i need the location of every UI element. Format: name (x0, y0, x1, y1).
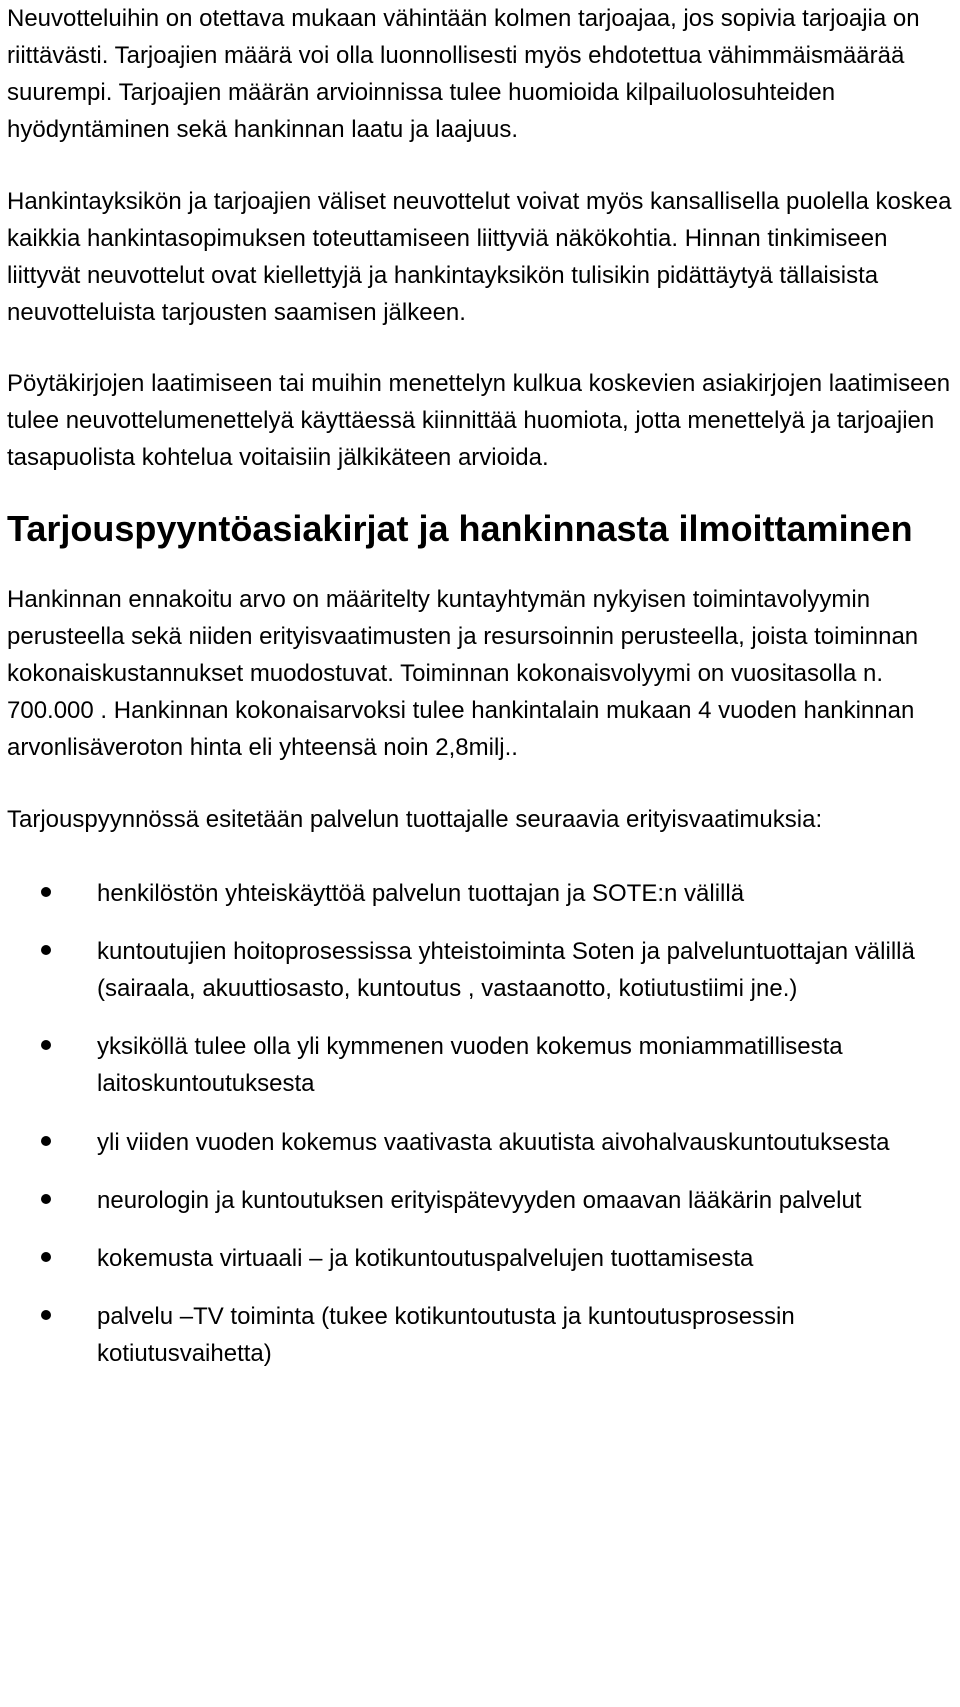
bullet-icon (41, 1136, 51, 1146)
list-item-text: yksiköllä tulee olla yli kymmenen vuoden kokemus moniammatillisesta laitoskuntoutuksesta (97, 1033, 843, 1097)
paragraph-estimated-value: Hankinnan ennakoitu arvo on määritelty kuntayhtymän nykyisen toimintavolyymin perusteella sekä niiden erityisvaatimusten ja resursoinnin perusteella, joista toiminnan kokonaiskustannukset muodostuvat. Toiminnan kokonaisvolyymi on vuositasolla n. 700.000 . Hankinnan kokonaisarvoksi tulee hankintalain mukaan 4 vuoden hankinnan arvonlisäveroton hinta eli yhteensä noin 2,8milj.. (7, 586, 919, 761)
paragraph-requirements-intro: Tarjouspyynnössä esitetään palvelun tuottajalle seuraavia erityisvaatimuksia: (7, 806, 823, 833)
requirements-list (7, 875, 952, 1372)
list-item (7, 875, 952, 912)
list-item (7, 1240, 952, 1277)
paragraph-minutes: Pöytäkirjojen laatimiseen tai muihin menettelyn kulkua koskevien asiakirjojen laatimiseen tulee neuvottelumenettelyä käyttäessä kiinnittää huomiota, jotta menettelyä ja tarjoajien tasapuolista kohtelua voitaisiin jälkikäteen arvioida. (7, 370, 951, 471)
bullet-icon (41, 1194, 51, 1204)
list-item (7, 1182, 952, 1219)
list-item (7, 1124, 952, 1161)
section-heading: Tarjouspyyntöasiakirjat ja hankinnasta ilmoittaminen (7, 508, 913, 549)
list-item-text: kokemusta virtuaali – ja kotikuntoutuspalvelujen tuottamisesta (97, 1245, 754, 1272)
list-item-text: kuntoutujien hoitoprosessissa yhteistoiminta Soten ja palveluntuottajan välillä (sairaala, akuuttiosasto, kuntoutus , vastaanotto, kotiutustiimi jne.) (97, 938, 915, 1002)
list-item-text: palvelu –TV toiminta (tukee kotikuntoutusta ja kuntoutusprosessin kotiutusvaihetta) (97, 1303, 795, 1367)
bullet-icon (41, 887, 51, 897)
document-page (7, 0, 952, 1372)
list-item-text: henkilöstön yhteiskäyttöä palvelun tuottajan ja SOTE:n välillä (97, 880, 745, 907)
list-item (7, 933, 952, 1007)
list-item (7, 1298, 952, 1372)
list-item-text: yli viiden vuoden kokemus vaativasta akuutista aivohalvauskuntoutuksesta (97, 1129, 890, 1156)
bullet-icon (41, 1252, 51, 1262)
paragraph-negotiation-participants: Neuvotteluihin on otettava mukaan vähintään kolmen tarjoajaa, jos sopivia tarjoajia on riittävästi. Tarjoajien määrä voi olla luonnollisesti myös ehdotettua vähimmäismäärää suurempi. Tarjoajien määrän arvioinnissa tulee huomioida kilpailuolosuhteiden hyödyntäminen sekä hankinnan laatu ja laajuus. (7, 5, 920, 143)
paragraph-negotiation-scope: Hankintayksikön ja tarjoajien väliset neuvottelut voivat myös kansallisella puolella koskea kaikkia hankintasopimuksen toteuttamiseen liittyviä näkökohtia. Hinnan tinkimiseen liittyvät neuvottelut ovat kiellettyjä ja hankintayksikön tulisikin pidättäytyä tällaisista neuvotteluista tarjousten saamisen jälkeen. (7, 188, 952, 326)
list-item (7, 1028, 952, 1102)
bullet-icon (41, 1040, 51, 1050)
bullet-icon (41, 945, 51, 955)
bullet-icon (41, 1310, 51, 1320)
list-item-text: neurologin ja kuntoutuksen erityispätevyyden omaavan lääkärin palvelut (97, 1187, 862, 1214)
